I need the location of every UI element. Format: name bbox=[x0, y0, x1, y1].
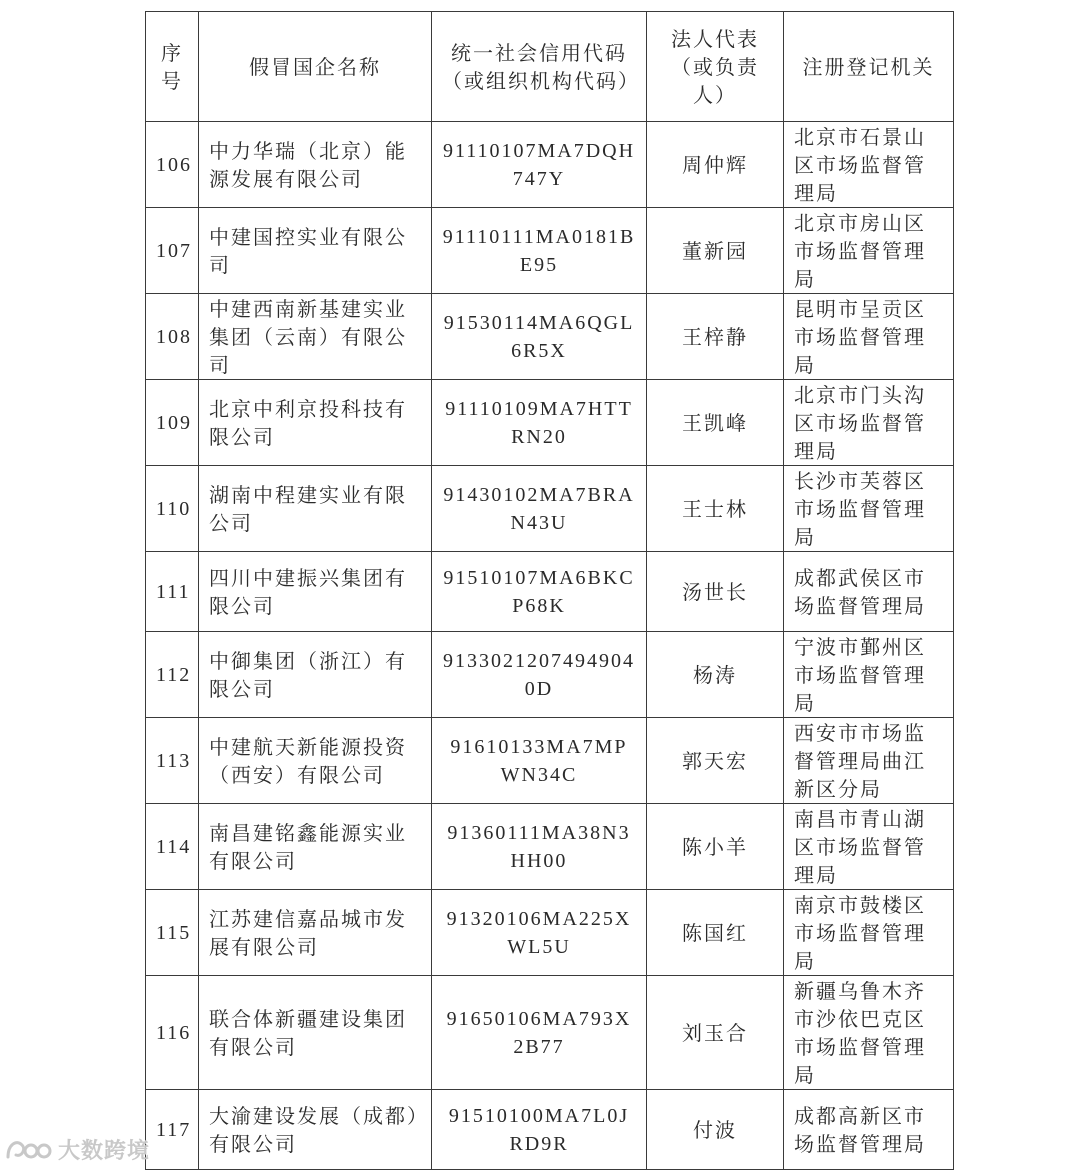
row-credit-code: 91510107MA6BKCP68K bbox=[432, 552, 647, 632]
row-credit-code: 91110107MA7DQH747Y bbox=[432, 122, 647, 208]
row-credit-code: 91320106MA225XWL5U bbox=[432, 890, 647, 976]
table-row bbox=[146, 718, 954, 804]
row-seq: 106 bbox=[146, 122, 199, 208]
row-company-name: 中建航天新能源投资（西安）有限公司 bbox=[199, 718, 432, 804]
row-company-name: 中建国控实业有限公司 bbox=[199, 208, 432, 294]
watermark bbox=[4, 1134, 150, 1164]
row-credit-code: 91110109MA7HTTRN20 bbox=[432, 380, 647, 466]
row-registration-authority: 成都高新区市场监督管理局 bbox=[784, 1090, 954, 1170]
row-seq: 116 bbox=[146, 976, 199, 1090]
row-legal-rep: 王梓静 bbox=[647, 294, 784, 380]
row-company-name: 大渝建设发展（成都）有限公司 bbox=[199, 1090, 432, 1170]
row-seq: 115 bbox=[146, 890, 199, 976]
row-credit-code: 91110111MA0181BE95 bbox=[432, 208, 647, 294]
row-company-name: 中御集团（浙江）有限公司 bbox=[199, 632, 432, 718]
row-legal-rep: 杨涛 bbox=[647, 632, 784, 718]
row-seq: 109 bbox=[146, 380, 199, 466]
table-row bbox=[146, 804, 954, 890]
row-legal-rep: 郭天宏 bbox=[647, 718, 784, 804]
row-seq: 112 bbox=[146, 632, 199, 718]
header-seq: 序号 bbox=[146, 12, 199, 122]
row-company-name: 联合体新疆建设集团有限公司 bbox=[199, 976, 432, 1090]
row-company-name: 北京中利京投科技有限公司 bbox=[199, 380, 432, 466]
row-registration-authority: 长沙市芙蓉区市场监督管理局 bbox=[784, 466, 954, 552]
fake-soe-registry-table bbox=[145, 11, 954, 1170]
row-legal-rep: 王士林 bbox=[647, 466, 784, 552]
row-registration-authority: 昆明市呈贡区市场监督管理局 bbox=[784, 294, 954, 380]
watermark-text: 大数跨境 bbox=[58, 1138, 151, 1164]
row-seq: 110 bbox=[146, 466, 199, 552]
row-credit-code: 91360111MA38N3HH00 bbox=[432, 804, 647, 890]
dashu-logo-icon bbox=[4, 1135, 52, 1163]
row-registration-authority: 宁波市鄞州区市场监督管理局 bbox=[784, 632, 954, 718]
row-credit-code: 91530114MA6QGL6R5X bbox=[432, 294, 647, 380]
row-registration-authority: 北京市门头沟区市场监督管理局 bbox=[784, 380, 954, 466]
table-row bbox=[146, 552, 954, 632]
row-legal-rep: 董新园 bbox=[647, 208, 784, 294]
row-legal-rep: 周仲辉 bbox=[647, 122, 784, 208]
row-registration-authority: 北京市石景山区市场监督管理局 bbox=[784, 122, 954, 208]
header-credit-code: 统一社会信用代码（或组织机构代码） bbox=[432, 12, 647, 122]
row-credit-code: 91430102MA7BRAN43U bbox=[432, 466, 647, 552]
row-legal-rep: 王凯峰 bbox=[647, 380, 784, 466]
row-seq: 113 bbox=[146, 718, 199, 804]
row-company-name: 江苏建信嘉品城市发展有限公司 bbox=[199, 890, 432, 976]
table-row bbox=[146, 976, 954, 1090]
row-registration-authority: 南昌市青山湖区市场监督管理局 bbox=[784, 804, 954, 890]
row-registration-authority: 成都武侯区市场监督管理局 bbox=[784, 552, 954, 632]
row-seq: 108 bbox=[146, 294, 199, 380]
row-seq: 114 bbox=[146, 804, 199, 890]
table-row bbox=[146, 1090, 954, 1170]
table-row bbox=[146, 294, 954, 380]
row-company-name: 湖南中程建实业有限公司 bbox=[199, 466, 432, 552]
table-row bbox=[146, 380, 954, 466]
row-company-name: 中力华瑞（北京）能源发展有限公司 bbox=[199, 122, 432, 208]
row-registration-authority: 西安市市场监督管理局曲江新区分局 bbox=[784, 718, 954, 804]
row-registration-authority: 北京市房山区市场监督管理局 bbox=[784, 208, 954, 294]
row-legal-rep: 汤世长 bbox=[647, 552, 784, 632]
row-legal-rep: 陈国红 bbox=[647, 890, 784, 976]
table-row bbox=[146, 208, 954, 294]
table-row bbox=[146, 890, 954, 976]
table-row bbox=[146, 632, 954, 718]
row-seq: 107 bbox=[146, 208, 199, 294]
header-company-name: 假冒国企名称 bbox=[199, 12, 432, 122]
row-company-name: 四川中建振兴集团有限公司 bbox=[199, 552, 432, 632]
row-credit-code: 91610133MA7MPWN34C bbox=[432, 718, 647, 804]
row-legal-rep: 陈小羊 bbox=[647, 804, 784, 890]
row-company-name: 南昌建铭鑫能源实业有限公司 bbox=[199, 804, 432, 890]
row-company-name: 中建西南新基建实业集团（云南）有限公司 bbox=[199, 294, 432, 380]
header-registration-authority: 注册登记机关 bbox=[784, 12, 954, 122]
table-header-row bbox=[146, 12, 954, 122]
row-legal-rep: 刘玉合 bbox=[647, 976, 784, 1090]
header-legal-rep: 法人代表（或负责人） bbox=[647, 12, 784, 122]
table-row bbox=[146, 122, 954, 208]
row-seq: 111 bbox=[146, 552, 199, 632]
row-legal-rep: 付波 bbox=[647, 1090, 784, 1170]
row-registration-authority: 南京市鼓楼区市场监督管理局 bbox=[784, 890, 954, 976]
registry-table-container bbox=[145, 11, 953, 1170]
row-seq: 117 bbox=[146, 1090, 199, 1170]
row-registration-authority: 新疆乌鲁木齐市沙依巴克区市场监督管理局 bbox=[784, 976, 954, 1090]
row-credit-code: 91330212074949040D bbox=[432, 632, 647, 718]
row-credit-code: 91650106MA793X2B77 bbox=[432, 976, 647, 1090]
table-row bbox=[146, 466, 954, 552]
row-credit-code: 91510100MA7L0JRD9R bbox=[432, 1090, 647, 1170]
